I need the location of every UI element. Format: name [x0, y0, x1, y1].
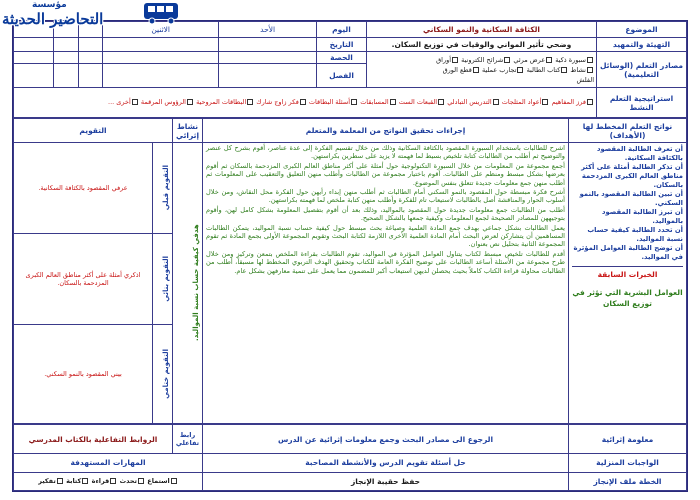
eval-mid-label: التقويم بنائي: [162, 255, 170, 302]
period-cell-5: [14, 52, 54, 64]
checkbox[interactable]: [561, 67, 567, 73]
checkbox[interactable]: [546, 57, 552, 63]
checkbox[interactable]: [57, 478, 63, 484]
resource-item: أوراق: [436, 55, 452, 64]
procedure-step: أطلب من الطالبات جمع معلومات جديدة حول المقصود بالمواليد، وذلك بعد أن أقوم بتفصيل المعلومة بشكل كامل لهن، وأقوم بتوجيههن للمصادر الصحيحة لجمع المعلومات وكيفية جمعها بالشكل الصحيح.: [206, 205, 565, 223]
checkbox[interactable]: [542, 99, 548, 105]
resources-list: [367, 52, 597, 88]
checkbox[interactable]: [247, 99, 253, 105]
day-2: الاثنين: [103, 22, 219, 38]
prep-label: التهيئة والتمهيد: [597, 38, 687, 52]
closing-label: الخطة ملف الإنجاز: [569, 472, 687, 491]
strategy-item: التدريس التبادلي: [447, 98, 492, 106]
class-cell-4: [54, 64, 79, 88]
checkbox[interactable]: [138, 478, 144, 484]
resources-label: مصادر التعلم (الوسائل التعليمية): [597, 52, 687, 88]
main-table: [13, 118, 687, 424]
logo-line2: التحاضير الحديثة: [2, 10, 104, 28]
resource-item: سبورة ذكية: [555, 55, 586, 64]
checkbox[interactable]: [110, 478, 116, 484]
period-cell-2: [103, 52, 219, 64]
checkbox[interactable]: [587, 57, 593, 63]
checkbox[interactable]: [132, 99, 138, 105]
skill-item: كتابة: [66, 477, 82, 486]
eval-final-text: بيني المقصود بالنمو السكني.: [14, 324, 153, 423]
skill-item: تفكير: [38, 477, 56, 486]
class-cell-2: [103, 64, 219, 88]
checkbox[interactable]: [438, 99, 444, 105]
class-cell-5: [14, 64, 54, 88]
class-cell-3: [78, 64, 103, 88]
resource-item: قطع الورق: [442, 65, 472, 74]
skills-list: [14, 472, 203, 491]
procedures-header: إجراءات تحقيق النواتج من المعلمة والمتعلم: [203, 119, 569, 143]
resource-item: عرض مرئي: [513, 55, 546, 64]
strategy-item: أسئلة البطاقات: [308, 98, 351, 106]
homework-label: الواجبات المنزلية: [569, 454, 687, 472]
subject-value: الكثافة السكانية والنمو السكاني: [367, 22, 597, 38]
eval-pre-text: عرفي المقصود بالكثافة السكانية.: [14, 143, 153, 234]
checkbox[interactable]: [493, 99, 499, 105]
enrich-label: معلومة إثرائية: [569, 425, 687, 454]
outcome-item: أن تبين الطالبة المقصود بالنمو السكني.: [579, 190, 683, 207]
period-cell-3: [78, 52, 103, 64]
brand-logo: [2, 0, 184, 40]
outcome-item: أن تحدد الطالبة كيفية حساب نسبة المواليد.: [587, 226, 683, 243]
lesson-plan-sheet: [12, 20, 688, 492]
checkbox[interactable]: [187, 99, 193, 105]
resource-item: شرائح الكترونية: [461, 55, 504, 64]
outcome-item: أن تبرز الطالبة المقصود بالمواليد.: [602, 208, 683, 225]
enrich-value: الرجوع الى مصادر البحث وجمع معلومات إثرائية عن الدرس: [203, 425, 569, 454]
checkbox[interactable]: [82, 478, 88, 484]
procedure-step: أشرح فكرة مبسطة حول المقصود بالنمو السكني أمام الطالبات ثم أطلب منهن إبداء رأيهن حول الفكرة محل النقاش، ومن خلال أسلوب الحوار والمناقشة أصل بالطالبات لاستيعاب تام للفكرة وأطلب منهن كتابة ملخص لما فهمته بكراستهن.: [206, 188, 565, 205]
checkbox[interactable]: [473, 67, 479, 73]
procedures-cell: [203, 143, 569, 424]
checkbox[interactable]: [587, 99, 593, 105]
eval-mid-text: اذكري أمثلة على أكثر مناطق العالم الكبرى المزدحمة بالسكان.: [14, 233, 153, 324]
resource-item: كتاب الطالبة: [526, 65, 561, 74]
eval-final-label-cell: [153, 324, 173, 423]
date-cell-1: [219, 38, 317, 52]
activity-cell: [173, 143, 203, 424]
checkbox[interactable]: [452, 57, 458, 63]
procedure-step: أجمع مجموعة من المعلومات من خلال السبورة التكنولوجية حول أمثلة على أكثر مناطق العالم الكبرى المزدحمة بالسكان ثم أقوم بعرضها بشكل مبسط ومنظم على الطالبات. أقوم باختيار مجموعة من الطالبات وأطلب منهن التعليق والتعقيب على المعلومات ثم أطلب منهن جمع معلومات جديدة تتعلق بنفس الموضوع.: [206, 161, 565, 187]
prep-value: وضحي تأثير المواني والوقيات في توزيع السكان.: [367, 38, 597, 52]
checkbox[interactable]: [504, 57, 510, 63]
prior-value: العوامل البشرية التي تؤثر في توزيع السكان: [572, 288, 683, 308]
activity-header: نشاط إثرائي: [173, 119, 203, 143]
skill-item: تحدث: [119, 477, 137, 486]
strategy-list: [14, 88, 597, 118]
period-cell-4: [54, 52, 79, 64]
homework-value: حل أسئلة تقويم الدرس والأنشطة المصاحبة: [203, 454, 569, 472]
strategy-label: استراتيجية التعلم النشط: [597, 88, 687, 118]
resource-item: نشاط: [570, 65, 586, 74]
resource-item: تجارب عملية: [481, 65, 517, 74]
period-cell-1: [219, 52, 317, 64]
skills-label: المهارات المستهدفة: [14, 454, 203, 472]
eval-mid-label-cell: [153, 233, 173, 324]
link-label: رابط تفاعلي: [173, 425, 203, 454]
prior-label: الخبرات السابقة: [572, 266, 683, 279]
logo-line1: مؤسسة: [32, 0, 67, 10]
skill-item: استماع: [147, 477, 170, 486]
outcomes-cell: [569, 143, 687, 424]
link-value: الروابط التفاعلية بالكتاب المدرسي: [14, 425, 173, 454]
checkbox[interactable]: [300, 99, 306, 105]
outcome-item: أن تذكر الطالبة أمثلة على أكثر مناطق العالم الكبرى المزدحمة بالسكان.: [581, 163, 683, 189]
activity-text: هدفي كيفية حساب نسبة المواليد.: [192, 224, 200, 342]
checkbox[interactable]: [587, 67, 593, 73]
strategy-item: البطاقات المروحية: [196, 98, 247, 106]
day-1: الأحد: [219, 22, 317, 38]
checkbox[interactable]: [351, 99, 357, 105]
eval-pre-label: التقويم قبلي: [162, 165, 170, 211]
checkbox[interactable]: [171, 478, 177, 484]
strategy-item: أخرى ...: [108, 98, 131, 106]
skill-item: قراءة: [91, 477, 110, 486]
strategy-item: القبعات الست: [398, 98, 438, 106]
checkbox[interactable]: [517, 67, 523, 73]
class-cell-1: [219, 64, 317, 88]
day-label: اليوم: [317, 22, 367, 38]
resource-item: الفلش: [576, 75, 594, 84]
checkbox[interactable]: [390, 99, 396, 105]
outcome-item: أن تعرف الطالبة المقصود بالكثافة السكانية.: [596, 145, 683, 162]
strategy-item: المسابقات: [360, 98, 389, 106]
strategy-item: أعواد المثلجات: [501, 98, 542, 106]
footer-table: [13, 424, 687, 491]
strategy-item: فرز المفاهيم: [551, 98, 586, 106]
strategy-item: الرؤوس المرقمة: [140, 98, 186, 106]
class-label: الفصل: [317, 64, 367, 88]
evaluation-header: التقويم: [14, 119, 173, 143]
procedure-step: اشرح للطالبات باستخدام السبورة المقصود بالكثافة السكانية وذلك من خلال تقسيم الفكرة إلى عدة عناصر، أقوم بشرح كل عنصر والتوضيح ثم أطلب من الطالبات كتابة تلخيص بسيط لما فهمته لا يزيد على سطرين بكراستهن.: [206, 144, 565, 161]
date-label: التاريخ: [317, 38, 367, 52]
procedure-step: يعمل الطالبات بشكل جماعي بهدف جمع المادة العلمية وصياغة بحث مبسط حول كيفية حساب نسبة المواليد، يتمكن الطالبات المساهمين أن يتشاركن لعرض البحث أمام المادة العلمية الأخرى اللازمة لكتابة البحث وتقويم المجموعة الأولى بجمع المادة ثم تقوم المجموعة الثانية بتحليل نص بعنوان.: [206, 223, 565, 249]
eval-pre-label-cell: [153, 143, 173, 234]
outcome-item: أن توضح الطالبة العوامل المؤثرة في المواليد.: [573, 244, 683, 261]
strategy-item: فكر زاوج شارك: [256, 98, 299, 106]
period-label: الحصة: [317, 52, 367, 64]
closing-value: حفظ حقيبة الإنجاز: [203, 472, 569, 491]
procedure-step: أقدم للطالبات تلخيص مبسط لكتاب يتناول العوامل المؤثرة في المواليد، تقوم الطالبات بقراءة الملخص بتمعن وتركيز ومن خلال طرح مجموعة من الأسئلة أساعد الطالبات على توضيح الفكرة العامة للكتاب وتحقيق الهدف التربوي المخطط لها مسبقاً، أطلب من الطالبات محاولة قراءة الكتاب كاملاً بحيث يحصلن لديهن استيعاب أكبر للمضمون مما يعمل على تنمية معارفهن بشكل عام.: [206, 249, 565, 275]
subject-label: الموضوع: [597, 22, 687, 38]
outcomes-header: نواتج التعلم المخطط لها (الأهداف): [569, 119, 687, 143]
eval-final-label: التقويم ختامي: [162, 349, 170, 399]
bus-icon: [140, 0, 184, 26]
